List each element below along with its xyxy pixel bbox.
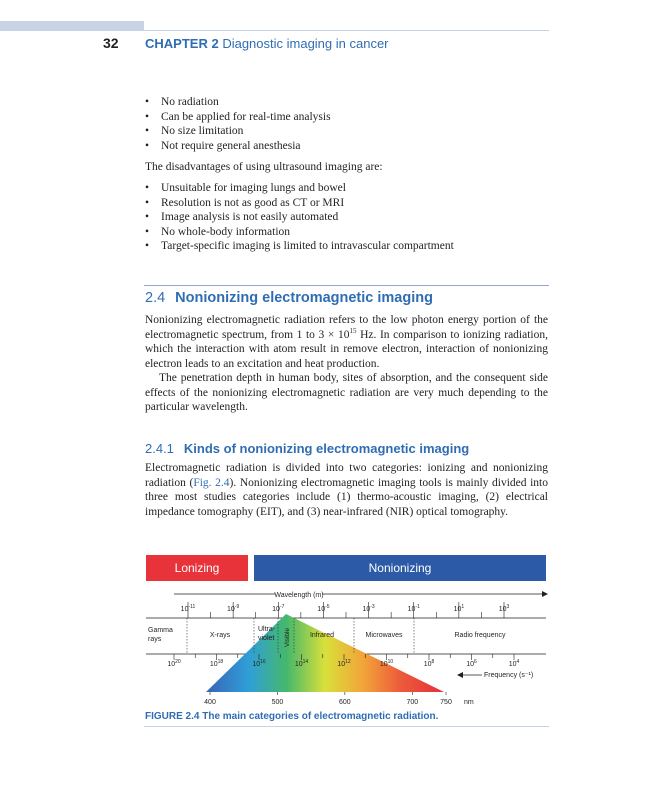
subsection-number: 2.4.1	[145, 441, 174, 456]
nm-tick-label: 750	[440, 699, 452, 706]
band-infrared-label: Infrared	[309, 632, 335, 639]
wavelength-arrowhead	[542, 591, 548, 597]
superscript: 15	[349, 326, 357, 335]
band-uv-label-1: Ultra-	[258, 626, 276, 633]
list-item: • Resolution is not as good as CT or MRI	[145, 196, 454, 211]
nm-scale	[204, 692, 452, 706]
wavelength-tick-label: $10^{-3}$	[362, 604, 375, 613]
paragraph-text: Nonionizing electromagnetic radiation refers to the low photon energy portion of the electromagnetic spectrum, from 1 to 3 × 10	[145, 314, 548, 341]
list-item: • Image analysis is not easily automated	[145, 210, 454, 225]
nm-tick-label: 600	[339, 699, 351, 706]
page-number: 32	[103, 35, 119, 51]
chapter-title: Diagnostic imaging in cancer	[222, 36, 389, 51]
frequency-tick-label: $10^{18}$	[209, 659, 224, 668]
frequency-tick-label: $10^4$	[508, 659, 520, 668]
nonionizing-label: Nonionizing	[368, 561, 432, 575]
paragraph-text: Hz. In comparison to ionizing radiation, which the interaction with atom result in remove electron, interaction of nonionizing electron leads to an excitation and heat production.	[145, 328, 548, 370]
list-item: • No radiation	[145, 95, 331, 110]
header-rule	[144, 30, 549, 31]
frequency-tick-label: $10^{16}$	[252, 659, 266, 668]
disadvantages-list	[145, 181, 454, 254]
figure-reference-link[interactable]: Fig. 2.4	[193, 476, 230, 489]
frequency-axis-label: Frequency (s⁻¹)	[484, 672, 534, 679]
ionizing-label: Lonizing	[174, 561, 220, 575]
band-gamma-label-2: rays	[148, 636, 162, 643]
figure-caption: FIGURE 2.4 The main categories of electromagnetic radiation.	[145, 711, 439, 722]
section-title: Nonionizing electromagnetic imaging	[175, 290, 433, 306]
disadvantages-intro: The disadvantages of using ultrasound imaging are:	[145, 161, 383, 173]
em-spectrum-figure	[144, 552, 554, 709]
advantages-list	[145, 95, 331, 153]
wavelength-tick-label: $10^{-11}$	[180, 604, 196, 613]
chapter-label: CHAPTER 2	[145, 36, 219, 51]
section-paragraph-1	[145, 313, 548, 371]
figure-bottom-rule	[144, 726, 549, 727]
wavelength-tick-label: $10^{-1}$	[407, 604, 420, 613]
wavelength-tick-label: $10^{-5}$	[317, 604, 330, 613]
frequency-tick-label: $10^{10}$	[379, 659, 394, 668]
section-rule	[144, 285, 549, 286]
subsection-title: Kinds of nonionizing electromagnetic imaging	[183, 441, 470, 456]
band-gamma-label-1: Gamma	[148, 627, 173, 634]
band-microwaves-label: Microwaves	[365, 632, 403, 639]
frequency-arrowhead	[457, 672, 463, 678]
frequency-tick-label: $10^{20}$	[167, 659, 181, 668]
wavelength-ticks	[181, 602, 510, 618]
wavelength-tick-label: $10^3$	[498, 604, 510, 613]
list-item: • Not require general anesthesia	[145, 139, 331, 154]
section-paragraph-2: The penetration depth in human body, sites of absorption, and the consequent side effects of the nonionizing electromagnetic radiation are very much depending to the particular wavelength.	[145, 372, 548, 414]
nm-tick-label: 700	[406, 699, 419, 706]
list-item: • No whole-body information	[145, 225, 454, 240]
nm-tick-label: 500	[271, 699, 284, 706]
header-accent-bar	[0, 21, 144, 31]
band-uv-label-2: violet	[258, 635, 275, 642]
list-item: • Can be applied for real-time analysis	[145, 110, 331, 125]
list-item: • Unsuitable for imaging lungs and bowel	[145, 181, 454, 196]
wavelength-axis-label: Wavelength (m)	[274, 592, 324, 599]
frequency-tick-label: $10^{12}$	[337, 659, 351, 668]
section-heading	[145, 290, 433, 306]
paragraph-text: ). Nonionizing electromagnetic imaging tools is mainly divided into three most studies categories include (1) thermo-acoustic imaging, (2) electrical impedance tomography (EIT), and (3) near-infrared (NIR) optical tomography.	[145, 476, 549, 518]
paragraph-text: Electromagnetic radiation is divided into two categories: ionizing and nonionizing radiation (	[145, 462, 548, 489]
frequency-tick-label: $10^8$	[423, 659, 435, 668]
running-header	[145, 36, 389, 51]
band-radio-label: Radio frequency	[454, 632, 506, 639]
list-item: • No size limitation	[145, 124, 331, 139]
band-visible-label: Visible	[284, 627, 291, 647]
section-number: 2.4	[145, 290, 166, 306]
subsection-paragraph	[145, 461, 548, 519]
frequency-tick-label: $10^6$	[466, 659, 477, 668]
band-xrays-label: X-rays	[209, 632, 231, 639]
visible-spectrum-wedge	[206, 614, 444, 692]
wavelength-tick-label: $10^{-7}$	[272, 604, 285, 613]
nm-tick-label: 400	[204, 699, 216, 706]
wavelength-tick-label: $10^1$	[453, 604, 465, 613]
wavelength-tick-label: $10^{-9}$	[227, 604, 240, 613]
subsection-heading	[145, 441, 469, 456]
list-item: • Target-specific imaging is limited to intravascular compartment	[145, 239, 454, 254]
frequency-tick-label: $10^{14}$	[294, 659, 309, 668]
nm-unit: nm	[464, 699, 474, 706]
